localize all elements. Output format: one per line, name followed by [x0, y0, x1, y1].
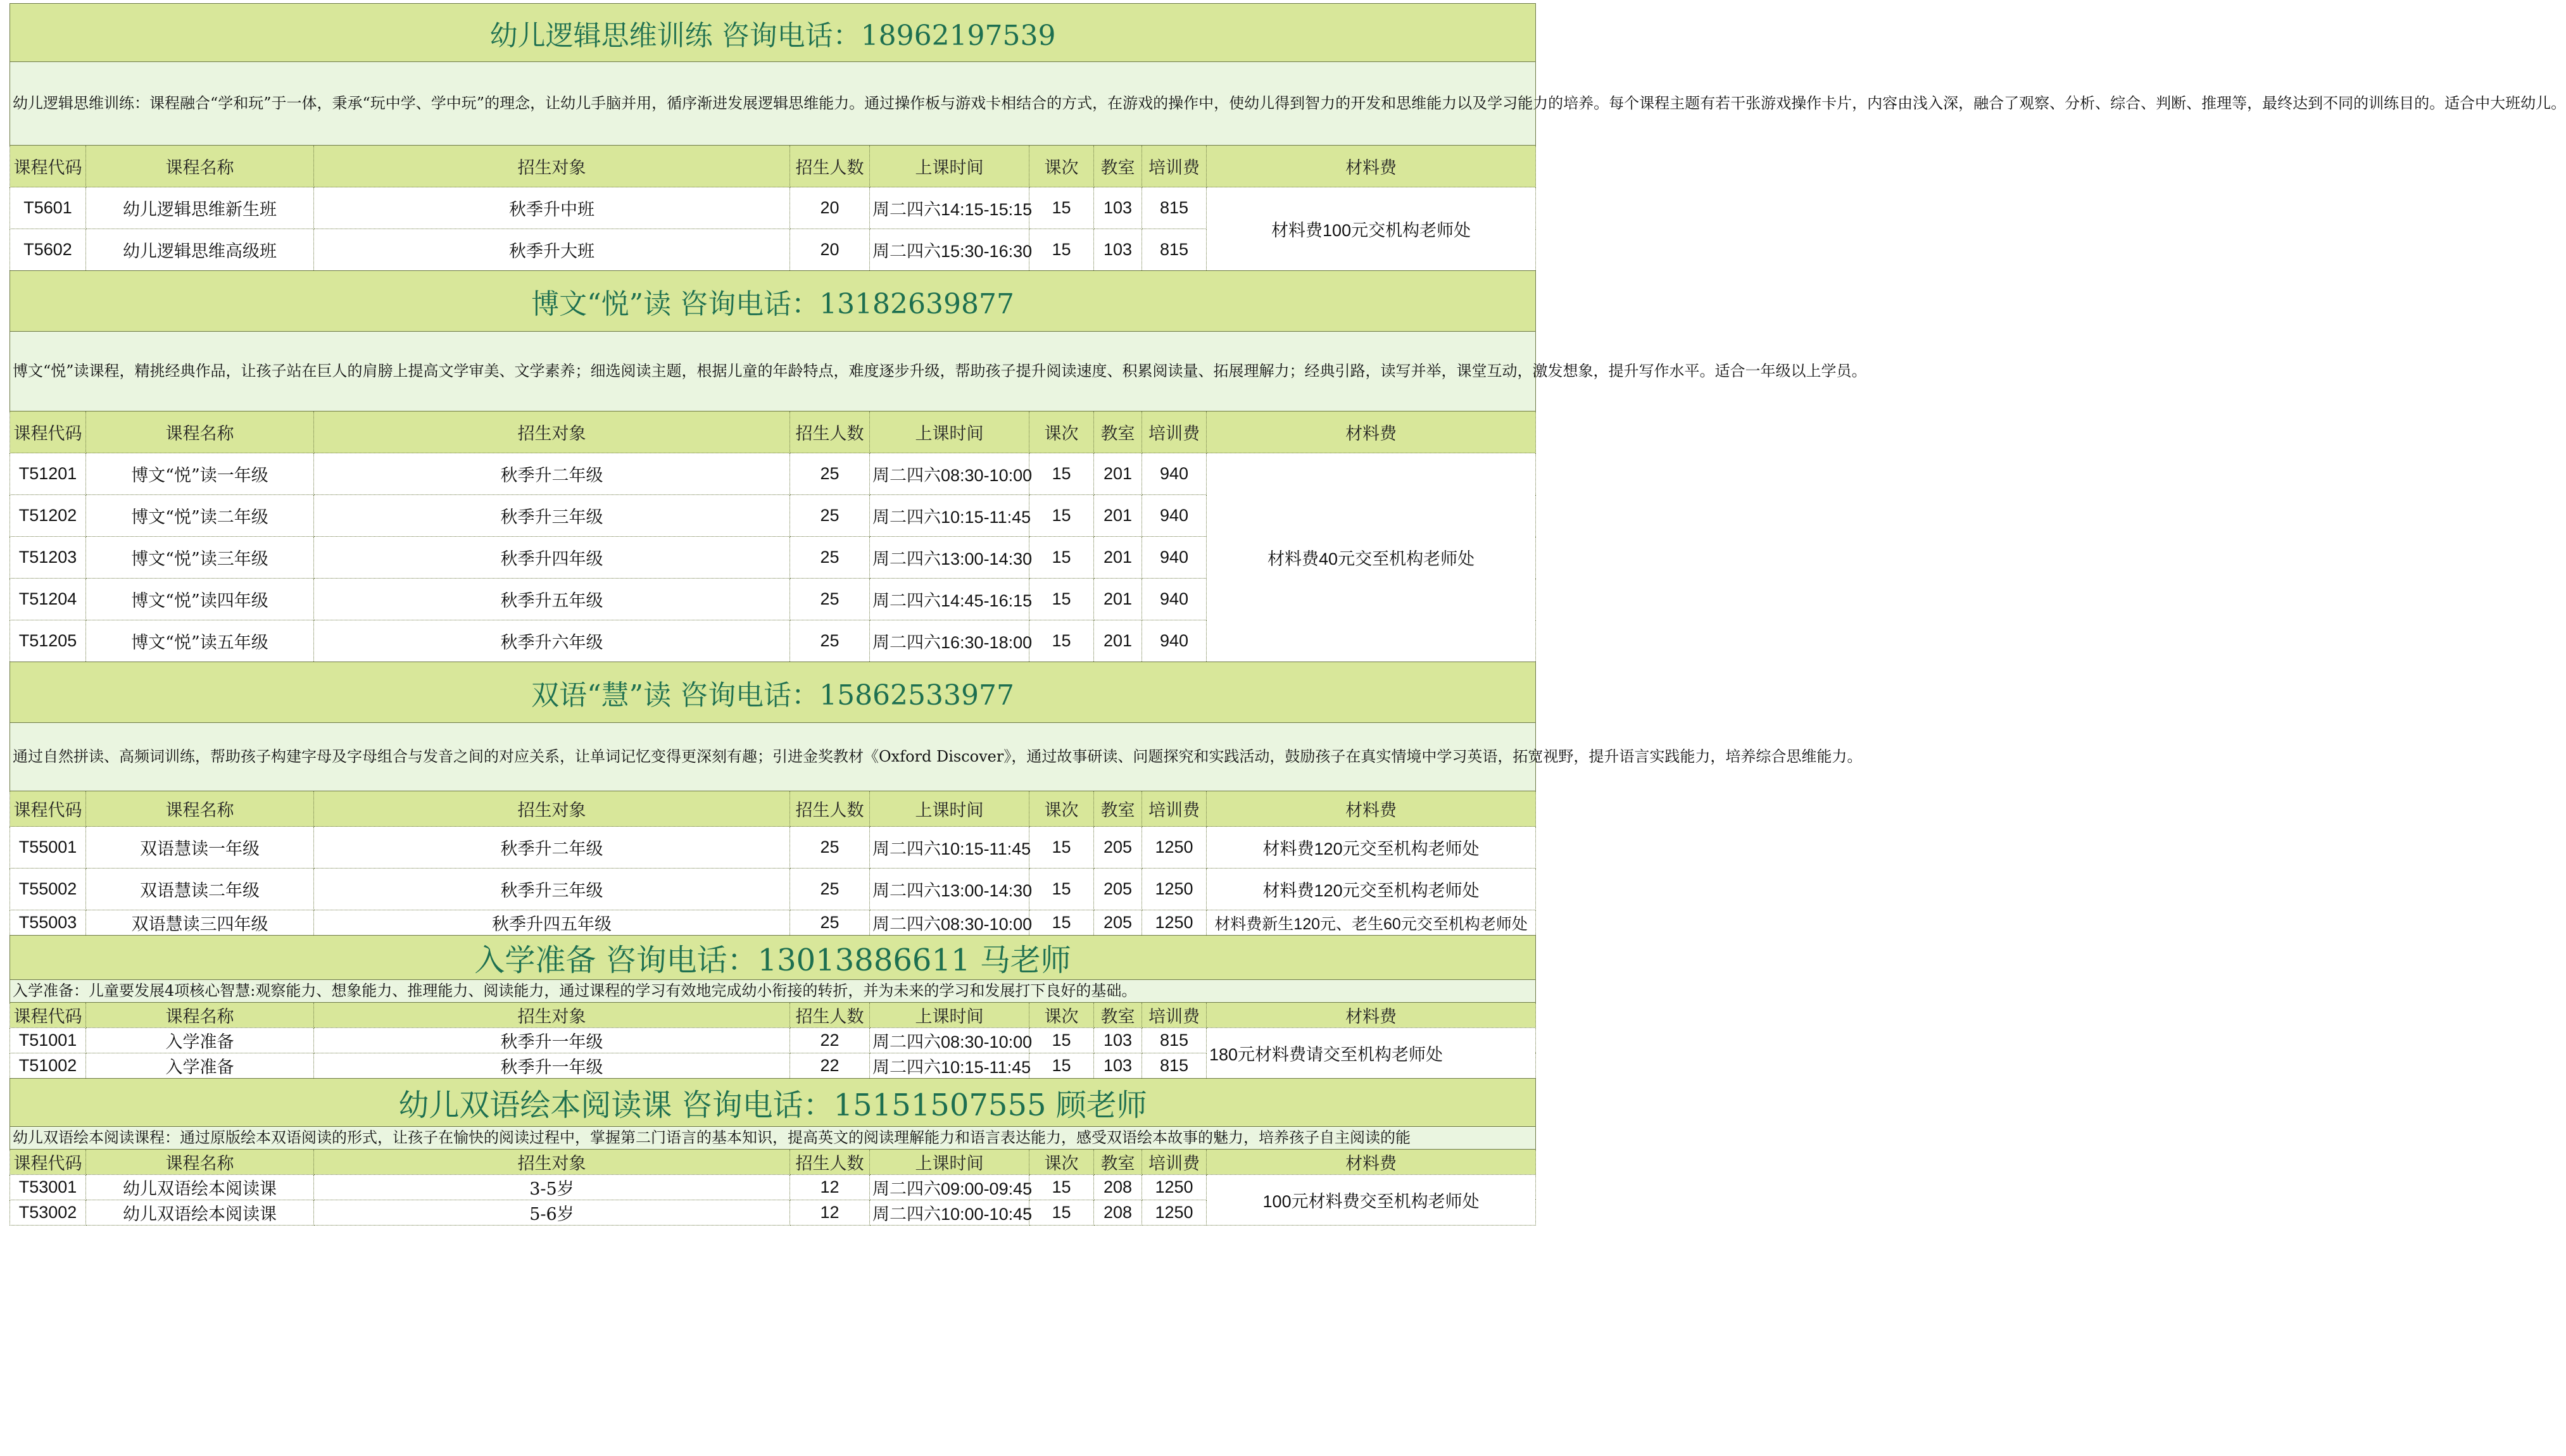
cell-material[interactable]: 材料费新生120元、老生60元交至机构老师处: [1207, 910, 1536, 936]
cell-room[interactable]: 201: [1094, 453, 1142, 495]
header-target[interactable]: 招生对象: [314, 791, 790, 827]
section-title-row: [10, 662, 1536, 723]
cell-time[interactable]: 周二四六14:15-15:15: [870, 187, 1029, 229]
cell-name[interactable]: 幼儿双语绘本阅读课: [86, 1200, 314, 1225]
cell-code[interactable]: T51202: [10, 495, 86, 537]
cell-fee[interactable]: 815: [1142, 187, 1207, 229]
header-fee[interactable]: 培训费: [1142, 1149, 1207, 1174]
header-name[interactable]: 课程名称: [86, 1149, 314, 1174]
cell-target[interactable]: 秋季升六年级: [314, 620, 790, 662]
cell-sessions[interactable]: 15: [1029, 495, 1094, 537]
cell-code[interactable]: T51001: [10, 1027, 86, 1053]
header-target[interactable]: 招生对象: [314, 146, 790, 187]
header-target[interactable]: 招生对象: [314, 1149, 790, 1174]
cell-fee[interactable]: 815: [1142, 1027, 1207, 1053]
cell-count[interactable]: 25: [790, 620, 870, 662]
cell-target[interactable]: 秋季升二年级: [314, 827, 790, 869]
cell-count[interactable]: 22: [790, 1027, 870, 1053]
cell-fee[interactable]: 815: [1142, 1053, 1207, 1078]
header-name[interactable]: 课程名称: [86, 1002, 314, 1027]
section-phone: 13182639877: [819, 287, 1015, 320]
cell-room[interactable]: 208: [1094, 1200, 1142, 1225]
cell-time[interactable]: 周二四六13:00-14:30: [870, 869, 1029, 910]
cell-material[interactable]: 材料费120元交至机构老师处: [1207, 869, 1536, 910]
section-title-text: 双语“慧”读 咨询电话：: [531, 679, 820, 712]
header-row: [10, 1149, 1536, 1174]
table-row: [10, 1027, 1536, 1053]
cell-room[interactable]: 205: [1094, 910, 1142, 936]
header-time[interactable]: 上课时间: [870, 411, 1029, 453]
section-description[interactable]: 幼儿逻辑思维训练：课程融合“学和玩”于一体，秉承“玩中学、学中玩”的理念，让幼儿手脑并用，循序渐进发展逻辑思维能力。通过操作板与游戏卡相结合的方式，在游戏的操作中，使幼儿得到智力的开发和思维能力以及学习能力的培养。每个课程主题有若干张游戏操作卡片，内容由浅入深，融合了观察、分析、综合、判断、推理等，最终达到不同的训练目的。适合中大班幼儿。: [10, 62, 1536, 146]
header-fee[interactable]: 培训费: [1142, 411, 1207, 453]
cell-count[interactable]: 22: [790, 1053, 870, 1078]
cell-name[interactable]: 入学准备: [86, 1027, 314, 1053]
table-row: [10, 827, 1536, 869]
cell-code[interactable]: T51201: [10, 453, 86, 495]
header-sessions[interactable]: 课次: [1029, 146, 1094, 187]
header-fee[interactable]: 培训费: [1142, 1002, 1207, 1027]
cell-sessions[interactable]: 15: [1029, 579, 1094, 620]
table-row: [10, 453, 1536, 495]
cell-name[interactable]: 双语慧读一年级: [86, 827, 314, 869]
cell-room[interactable]: 205: [1094, 869, 1142, 910]
cell-name[interactable]: 幼儿逻辑思维新生班: [86, 187, 314, 229]
section-title[interactable]: [10, 936, 1536, 980]
cell-room[interactable]: 201: [1094, 537, 1142, 579]
cell-room[interactable]: 205: [1094, 827, 1142, 869]
cell-name[interactable]: 入学准备: [86, 1053, 314, 1078]
cell-time[interactable]: 周二四六08:30-10:00: [870, 453, 1029, 495]
cell-name[interactable]: 博文“悦”读二年级: [86, 495, 314, 537]
cell-sessions[interactable]: 15: [1029, 1200, 1094, 1225]
cell-room[interactable]: 201: [1094, 579, 1142, 620]
section-title-row: [10, 271, 1536, 332]
cell-target[interactable]: 秋季升四五年级: [314, 910, 790, 936]
section-phone: 15151507555 顾老师: [833, 1087, 1147, 1123]
cell-fee[interactable]: 1250: [1142, 910, 1207, 936]
header-code[interactable]: 课程代码: [10, 146, 86, 187]
cell-count[interactable]: 25: [790, 827, 870, 869]
header-code[interactable]: 课程代码: [10, 791, 86, 827]
cell-time[interactable]: 周二四六10:15-11:45: [870, 495, 1029, 537]
cell-time[interactable]: 周二四六08:30-10:00: [870, 1027, 1029, 1053]
cell-target[interactable]: 3-5岁: [314, 1174, 790, 1200]
cell-name[interactable]: 双语慧读三四年级: [86, 910, 314, 936]
cell-target[interactable]: 秋季升三年级: [314, 495, 790, 537]
cell-sessions[interactable]: 15: [1029, 827, 1094, 869]
cell-target[interactable]: 秋季升大班: [314, 229, 790, 271]
section-description[interactable]: 入学准备：儿童要发展4项核心智慧:观察能力、想象能力、推理能力、阅读能力，通过课程的学习有效地完成幼小衔接的转折，并为未来的学习和发展打下良好的基础。: [10, 980, 1536, 1003]
header-sessions[interactable]: 课次: [1029, 411, 1094, 453]
cell-count[interactable]: 25: [790, 537, 870, 579]
cell-time[interactable]: 周二四六10:15-11:45: [870, 1053, 1029, 1078]
cell-count[interactable]: 12: [790, 1200, 870, 1225]
cell-time[interactable]: 周二四六14:45-16:15: [870, 579, 1029, 620]
cell-room[interactable]: 103: [1094, 1053, 1142, 1078]
header-row: [10, 146, 1536, 187]
section-title[interactable]: [10, 1078, 1536, 1126]
cell-material[interactable]: 180元材料费请交至机构老师处: [1207, 1027, 1536, 1078]
cell-sessions[interactable]: 15: [1029, 620, 1094, 662]
cell-count[interactable]: 25: [790, 495, 870, 537]
cell-target[interactable]: 秋季升五年级: [314, 579, 790, 620]
cell-fee[interactable]: 940: [1142, 453, 1207, 495]
section-title-row: [10, 936, 1536, 980]
header-sessions[interactable]: 课次: [1029, 1002, 1094, 1027]
cell-room[interactable]: 201: [1094, 620, 1142, 662]
header-name[interactable]: 课程名称: [86, 146, 314, 187]
cell-target[interactable]: 秋季升四年级: [314, 537, 790, 579]
cell-room[interactable]: 201: [1094, 495, 1142, 537]
cell-time[interactable]: 周二四六10:00-10:45: [870, 1200, 1029, 1225]
section-title-row: [10, 1078, 1536, 1126]
cell-sessions[interactable]: 15: [1029, 537, 1094, 579]
cell-sessions[interactable]: 15: [1029, 1053, 1094, 1078]
cell-room[interactable]: 103: [1094, 187, 1142, 229]
cell-name[interactable]: 博文“悦”读五年级: [86, 620, 314, 662]
cell-code[interactable]: T53001: [10, 1174, 86, 1200]
cell-count[interactable]: 25: [790, 579, 870, 620]
cell-code[interactable]: T5601: [10, 187, 86, 229]
cell-sessions[interactable]: 15: [1029, 869, 1094, 910]
cell-name[interactable]: 博文“悦”读一年级: [86, 453, 314, 495]
cell-time[interactable]: 周二四六09:00-09:45: [870, 1174, 1029, 1200]
section-description[interactable]: 通过自然拼读、高频词训练，帮助孩子构建字母及字母组合与发音之间的对应关系，让单词记忆变得更深刻有趣；引进金奖教材《Oxford Discover》，通过故事研读、问题探究和实践活动，鼓励孩子在真实情境中学习英语，拓宽视野，提升语言实践能力，培养综合思维能力。: [10, 723, 1536, 791]
cell-sessions[interactable]: 15: [1029, 453, 1094, 495]
cell-code[interactable]: T53002: [10, 1200, 86, 1225]
cell-name[interactable]: 博文“悦”读三年级: [86, 537, 314, 579]
cell-target[interactable]: 5-6岁: [314, 1200, 790, 1225]
cell-sessions[interactable]: 15: [1029, 1027, 1094, 1053]
header-material[interactable]: 材料费: [1207, 1149, 1536, 1174]
cell-fee[interactable]: 1250: [1142, 827, 1207, 869]
section-phone: 18962197539: [860, 19, 1056, 52]
cell-sessions[interactable]: 15: [1029, 1174, 1094, 1200]
cell-fee[interactable]: 815: [1142, 229, 1207, 271]
header-count[interactable]: 招生人数: [790, 791, 870, 827]
header-material[interactable]: 材料费: [1207, 146, 1536, 187]
section-title[interactable]: [10, 4, 1536, 62]
cell-code[interactable]: T51205: [10, 620, 86, 662]
header-count[interactable]: 招生人数: [790, 1149, 870, 1174]
cell-name[interactable]: 幼儿逻辑思维高级班: [86, 229, 314, 271]
section-title-text: 入学准备 咨询电话：: [474, 943, 758, 978]
cell-code[interactable]: T55001: [10, 827, 86, 869]
cell-time[interactable]: 周二四六15:30-16:30: [870, 229, 1029, 271]
cell-material[interactable]: 100元材料费交至机构老师处: [1207, 1174, 1536, 1225]
header-sessions[interactable]: 课次: [1029, 791, 1094, 827]
section-title-text: 博文“悦”读 咨询电话：: [531, 287, 820, 320]
cell-count[interactable]: 25: [790, 869, 870, 910]
section-title-row: [10, 4, 1536, 62]
cell-target[interactable]: 秋季升一年级: [314, 1053, 790, 1078]
header-count[interactable]: 招生人数: [790, 146, 870, 187]
header-room[interactable]: 教室: [1094, 1149, 1142, 1174]
cell-fee[interactable]: 1250: [1142, 1200, 1207, 1225]
cell-count[interactable]: 12: [790, 1174, 870, 1200]
table-row: [10, 869, 1536, 910]
header-time[interactable]: 上课时间: [870, 146, 1029, 187]
header-room[interactable]: 教室: [1094, 411, 1142, 453]
header-code[interactable]: 课程代码: [10, 411, 86, 453]
header-room[interactable]: 教室: [1094, 791, 1142, 827]
header-material[interactable]: 材料费: [1207, 1002, 1536, 1027]
cell-code[interactable]: T55002: [10, 869, 86, 910]
cell-room[interactable]: 103: [1094, 229, 1142, 271]
header-row: [10, 791, 1536, 827]
cell-target[interactable]: 秋季升中班: [314, 187, 790, 229]
header-time[interactable]: 上课时间: [870, 791, 1029, 827]
cell-material[interactable]: 材料费40元交至机构老师处: [1207, 453, 1536, 662]
cell-target[interactable]: 秋季升一年级: [314, 1027, 790, 1053]
cell-code[interactable]: T51204: [10, 579, 86, 620]
cell-name[interactable]: 博文“悦”读四年级: [86, 579, 314, 620]
header-room[interactable]: 教室: [1094, 146, 1142, 187]
header-code[interactable]: 课程代码: [10, 1149, 86, 1174]
header-row: [10, 1002, 1536, 1027]
cell-sessions[interactable]: 15: [1029, 187, 1094, 229]
header-count[interactable]: 招生人数: [790, 411, 870, 453]
header-material[interactable]: 材料费: [1207, 791, 1536, 827]
section-description[interactable]: 博文“悦”读课程，精挑经典作品，让孩子站在巨人的肩膀上提高文学审美、文学素养；细选阅读主题，根据儿童的年龄特点，难度逐步升级，帮助孩子提升阅读速度、积累阅读量、拓展理解力；经典引路，读写并举，课堂互动，激发想象，提升写作水平。适合一年级以上学员。: [10, 332, 1536, 411]
cell-count[interactable]: 25: [790, 453, 870, 495]
header-time[interactable]: 上课时间: [870, 1149, 1029, 1174]
cell-target[interactable]: 秋季升三年级: [314, 869, 790, 910]
cell-time[interactable]: 周二四六10:15-11:45: [870, 827, 1029, 869]
header-sessions[interactable]: 课次: [1029, 1149, 1094, 1174]
cell-sessions[interactable]: 15: [1029, 910, 1094, 936]
cell-fee[interactable]: 940: [1142, 537, 1207, 579]
cell-code[interactable]: T5602: [10, 229, 86, 271]
section-description[interactable]: 幼儿双语绘本阅读课程：通过原版绘本双语阅读的形式，让孩子在愉快的阅读过程中，掌握第二门语言的基本知识，提高英文的阅读理解能力和语言表达能力，感受双语绘本故事的魅力，培养孩子自主阅读的能: [10, 1126, 1536, 1149]
cell-name[interactable]: 双语慧读二年级: [86, 869, 314, 910]
cell-fee[interactable]: 940: [1142, 620, 1207, 662]
cell-code[interactable]: T51203: [10, 537, 86, 579]
header-name[interactable]: 课程名称: [86, 791, 314, 827]
cell-count[interactable]: 25: [790, 910, 870, 936]
header-fee[interactable]: 培训费: [1142, 791, 1207, 827]
cell-code[interactable]: T51002: [10, 1053, 86, 1078]
header-target[interactable]: 招生对象: [314, 1002, 790, 1027]
table-row: [10, 910, 1536, 936]
section-title-text: 幼儿逻辑思维训练 咨询电话：: [489, 19, 861, 52]
cell-time[interactable]: 周二四六08:30-10:00: [870, 910, 1029, 936]
header-target[interactable]: 招生对象: [314, 411, 790, 453]
cell-room[interactable]: 208: [1094, 1174, 1142, 1200]
section-title-text: 幼儿双语绘本阅读课 咨询电话：: [398, 1087, 834, 1123]
header-room[interactable]: 教室: [1094, 1002, 1142, 1027]
table-row: [10, 187, 1536, 229]
course-schedule-table: [9, 3, 2566, 1226]
cell-code[interactable]: T55003: [10, 910, 86, 936]
table-row: [10, 1174, 1536, 1200]
cell-name[interactable]: 幼儿双语绘本阅读课: [86, 1174, 314, 1200]
cell-fee[interactable]: 1250: [1142, 869, 1207, 910]
cell-material[interactable]: 材料费100元交机构老师处: [1207, 187, 1536, 271]
cell-time[interactable]: 周二四六16:30-18:00: [870, 620, 1029, 662]
header-count[interactable]: 招生人数: [790, 1002, 870, 1027]
header-material[interactable]: 材料费: [1207, 411, 1536, 453]
cell-room[interactable]: 103: [1094, 1027, 1142, 1053]
cell-count[interactable]: 20: [790, 229, 870, 271]
header-code[interactable]: 课程代码: [10, 1002, 86, 1027]
header-time[interactable]: 上课时间: [870, 1002, 1029, 1027]
section-phone: 15862533977: [819, 679, 1015, 712]
section-title[interactable]: [10, 662, 1536, 723]
cell-target[interactable]: 秋季升二年级: [314, 453, 790, 495]
cell-sessions[interactable]: 15: [1029, 229, 1094, 271]
header-name[interactable]: 课程名称: [86, 411, 314, 453]
cell-fee[interactable]: 1250: [1142, 1174, 1207, 1200]
section-phone: 13013886611 马老师: [757, 943, 1071, 978]
header-row: [10, 411, 1536, 453]
cell-count[interactable]: 20: [790, 187, 870, 229]
cell-fee[interactable]: 940: [1142, 495, 1207, 537]
cell-fee[interactable]: 940: [1142, 579, 1207, 620]
section-title[interactable]: [10, 271, 1536, 332]
cell-time[interactable]: 周二四六13:00-14:30: [870, 537, 1029, 579]
header-fee[interactable]: 培训费: [1142, 146, 1207, 187]
cell-material[interactable]: 材料费120元交至机构老师处: [1207, 827, 1536, 869]
